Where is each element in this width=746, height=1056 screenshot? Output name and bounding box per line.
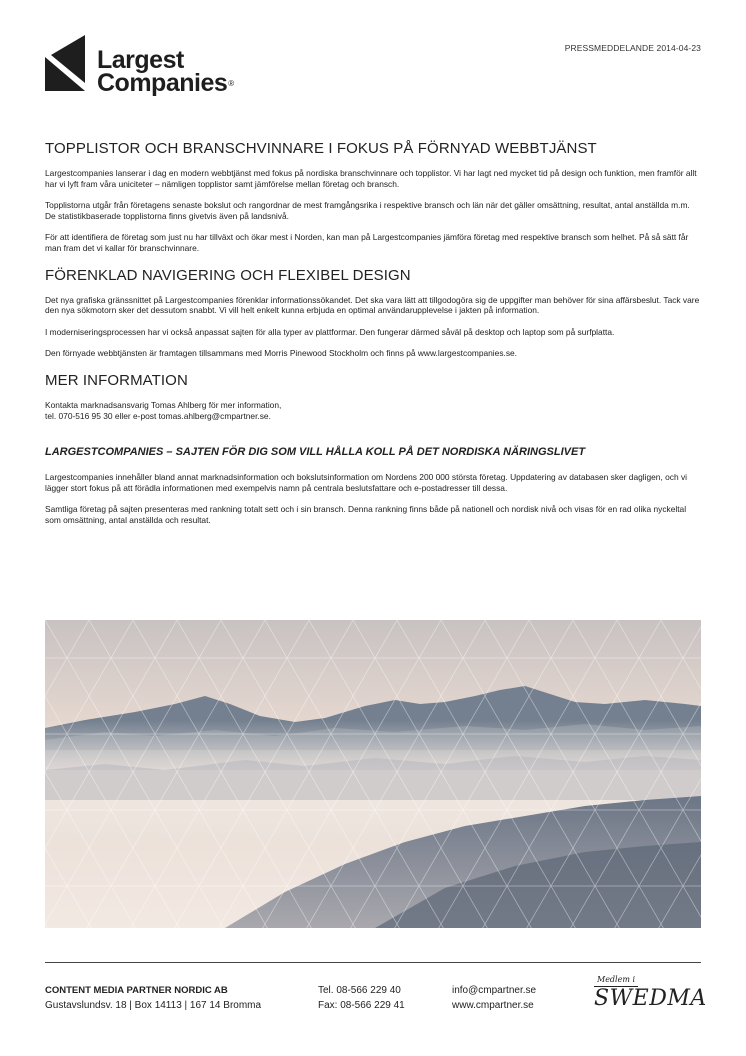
- paragraph: Den förnyade webbtjänsten är framtagen tillsammans med Morris Pinewood Stockholm och finns på www.largestcompanies.se.: [45, 348, 518, 359]
- contact-line: tel. 070-516 95 30 eller e-post tomas.ahlberg@cmpartner.se.: [45, 410, 271, 421]
- largest-companies-logo: [45, 35, 275, 105]
- misty-mountains-image: [45, 620, 701, 928]
- company-address: Gustavslundsv. 18 | Box 14113 | 167 14 Bromma: [45, 1000, 262, 1011]
- landscape-illustration: [45, 620, 701, 928]
- contact-line: Kontakta marknadsansvarig Tomas Ahlberg för mer information,: [45, 399, 282, 410]
- article-body: [45, 140, 701, 537]
- swedma-wordmark: SWEDMA: [594, 986, 707, 1011]
- website-link[interactable]: www.cmpartner.se: [452, 1000, 534, 1011]
- logo-line-2: Companies: [97, 69, 228, 97]
- paragraph: Topplistorna utgår från företagens senaste bokslut och rangordnar de mest framgångsrika i respektive bransch och län när det gäller omsättning, resultat, antal anställda m.m. De statistikbaserade topplistorna finns givetvis även på landsnivå.: [45, 200, 690, 221]
- section-title-toplists: TOPPLISTOR OCH BRANSCHVINNARE I FOKUS PÅ FÖRNYAD WEBBTJÄNST: [45, 140, 597, 157]
- footer-divider: [45, 962, 701, 963]
- swedma-member-logo: [594, 975, 707, 1015]
- logo-registered-mark: ®: [228, 79, 234, 88]
- logo-line-1: Largest: [97, 46, 184, 74]
- phone-number: Tel. 08-566 229 40: [318, 985, 401, 996]
- footer-company: [45, 983, 261, 1013]
- contact-paragraph: [45, 400, 701, 421]
- paragraph: Det nya grafiska gränssnittet på Largestcompanies förenklar informationssökandet. Det ska vara lätt att tillgodogöra sig de uppgifter man behöver för sina affärsbeslut. Tack vare den nya sökmotorn sker det dessutom snabbt. Vi vill helt enkelt kunna erbjuda en optimal användarupplevelse i jakten på information.: [45, 294, 700, 316]
- press-release-date: PRESSMEDDELANDE 2014-04-23: [564, 43, 701, 53]
- member-label: Medlem i: [597, 975, 636, 984]
- logo-wordmark: [97, 46, 234, 97]
- section-title-navigation: FÖRENKLAD NAVIGERING OCH FLEXIBEL DESIGN: [45, 266, 411, 284]
- paragraph: Largestcompanies lanserar i dag en modern webbtjänst med fokus på nordiska branschvinnare och topplistor. Vi har lagt ned mycket tid på design och funktion, men framför allt har vi lyft fram våra uniciteter – nämligen topplistor samt jämförelse mellan företag och bransch.: [45, 168, 697, 189]
- section-title-more-info: MER INFORMATION: [45, 371, 188, 389]
- paragraph: För att identifiera de företag som just nu har tillväxt och ökar mest i Norden, kan man på Largestcompanies jämföra företag med respektive bransch som helhet. På så sätt får man fram det vi kallar för branschvinnare.: [45, 232, 689, 253]
- email-link[interactable]: info@cmpartner.se: [452, 985, 537, 996]
- footer-phones: [318, 983, 405, 1013]
- paragraph: Samtliga företag på sajten presenteras med rankning totalt sett och i sin bransch. Denna rankning finns både på nationell och nordisk nivå och visas för en rad olika nyckeltal som omsättning, antal anställda och resultat.: [45, 504, 687, 525]
- company-name: CONTENT MEDIA PARTNER NORDIC AB: [45, 985, 228, 996]
- logo-mark-icon: [45, 35, 91, 91]
- fax-number: Fax: 08-566 229 41: [318, 1000, 405, 1011]
- paragraph: Largestcompanies innehåller bland annat marknadsinformation och bokslutsinformation om Nordens 200 000 största företag. Uppdatering av databasen sker dagligen, och vi lägger stort fokus på att förädla informationen med exempelvis namn på centrala beslutsfattare och e-postadresser till dessa.: [45, 472, 688, 493]
- paragraph: I moderniseringsprocessen har vi också anpassat sajten för alla typer av plattformar. Den fungerar därmed såväl på desktop och laptop som på surfplatta.: [45, 326, 615, 337]
- footer-contact: [452, 983, 536, 1013]
- section-title-about: LARGESTCOMPANIES – SAJTEN FÖR DIG SOM VILL HÅLLA KOLL PÅ DET NORDISKA NÄRINGSLIVET: [45, 446, 586, 459]
